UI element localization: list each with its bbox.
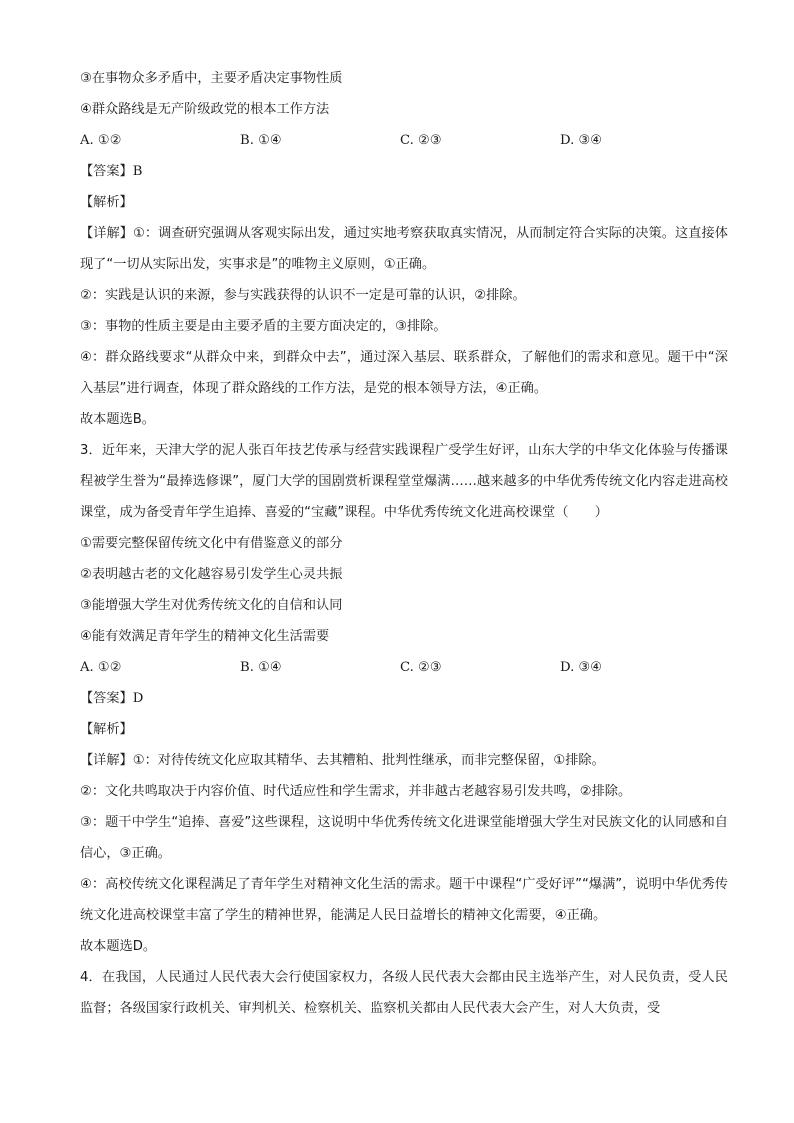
document-page	[80, 63, 728, 1024]
q3-choice-d: D. ③④	[560, 660, 603, 675]
q2-option-4: ④群众路线是无产阶级政党的根本工作方法	[80, 102, 330, 117]
answer-value: D	[132, 691, 144, 706]
detail-text: ①：对待传统文化应取其精华、去其糟粕、批判性继承，而非完整保留，①排除。	[132, 753, 605, 768]
q2-option-3: ③在事物众多矛盾中，主要矛盾决定事物性质	[80, 71, 343, 86]
q4-stem: 4．在我国，人民通过人民代表大会行使国家权力，各级人民代表大会都由民主选举产生，对人民负责，受人民监督；各级国家行政机关、审判机关、检察机关、监察机关都由人民代表大会产生，对人大负责，受	[80, 970, 728, 1016]
answer-tag: 【答案】	[80, 164, 133, 179]
q3-analysis-tag: 【解析】	[80, 722, 133, 737]
q2-choice-a: A. ①②	[80, 133, 122, 148]
q3-choices	[80, 652, 728, 683]
q2-detail-1	[80, 218, 728, 280]
q2-answer	[80, 156, 728, 187]
q3-option-3: ③能增强大学生对优秀传统文化的自信和认同	[80, 598, 343, 613]
q3-choice-b: B. ①④	[240, 660, 282, 675]
detail-tag: 【详解】	[80, 226, 134, 241]
q3-option-4: ④能有效满足青年学生的精神文化生活需要	[80, 629, 330, 644]
q3-choice-a: A. ①②	[80, 660, 122, 675]
q2-detail-4: ④：群众路线要求“从群众中来，到群众中去”，通过深入基层、联系群众，了解他们的需求和意见。题干中“深入基层”进行调查，体现了群众路线的工作方法，是党的根本领导方法，④正确。	[80, 350, 728, 396]
q2-choice-c: C. ②③	[400, 133, 442, 148]
q3-stem: 3．近年来，天津大学的泥人张百年技艺传承与经营实践课程广受学生好评，山东大学的中华文化体验与传播课程被学生誉为“最捧选修课”，厦门大学的国剧赏析课程堂堂爆满……越来越多的中华优秀传统文化内容走进高校课堂，成为备受青年学生追捧、喜爱的“宝藏”课程。中华优秀传统文化进高校课堂（ ）	[80, 443, 728, 520]
answer-tag: 【答案】	[80, 691, 133, 706]
q2-conclusion: 故本题选B。	[80, 412, 155, 427]
q3-detail-2: ②：文化共鸣取决于内容价值、时代适应性和学生需求，并非越古老越容易引发共鸣，②排除。	[80, 784, 632, 799]
detail-text: ①：调查研究强调从客观实际出发，通过实地考察获取真实情况，从而制定符合实际的决策。这直接体现了“一切从实际出发，实事求是”的唯物主义原则，①正确。	[80, 226, 728, 272]
q3-conclusion: 故本题选D。	[80, 939, 157, 954]
q3-detail-4: ④：高校传统文化课程满足了青年学生对精神文化生活的需求。题干中课程“广受好评”“爆满”，说明中华优秀传统文化进高校课堂丰富了学生的精神世界，能满足人民日益增长的精神文化需要，④正确。	[80, 877, 728, 923]
q2-choice-b: B. ①④	[240, 133, 282, 148]
q3-option-2: ②表明越古老的文化越容易引发学生心灵共振	[80, 567, 343, 582]
q3-option-1: ①需要完整保留传统文化中有借鉴意义的部分	[80, 536, 343, 551]
q3-detail-3: ③：题干中学生“追捧、喜爱”这些课程，这说明中华优秀传统文化进课堂能增强大学生对民族文化的认同感和自信心，③正确。	[80, 815, 728, 861]
detail-tag: 【详解】	[80, 753, 133, 768]
q2-detail-3: ③：事物的性质主要是由主要矛盾的主要方面决定的，③排除。	[80, 319, 447, 334]
q2-choice-d: D. ③④	[560, 133, 603, 148]
q2-detail-2: ②：实践是认识的来源，参与实践获得的认识不一定是可靠的认识，②排除。	[80, 288, 526, 303]
answer-value: B	[132, 164, 143, 179]
q2-analysis-tag: 【解析】	[80, 195, 133, 210]
q3-choice-c: C. ②③	[400, 660, 442, 675]
q2-choices	[80, 125, 728, 156]
q3-answer	[80, 683, 728, 714]
q3-detail-1	[80, 745, 728, 776]
